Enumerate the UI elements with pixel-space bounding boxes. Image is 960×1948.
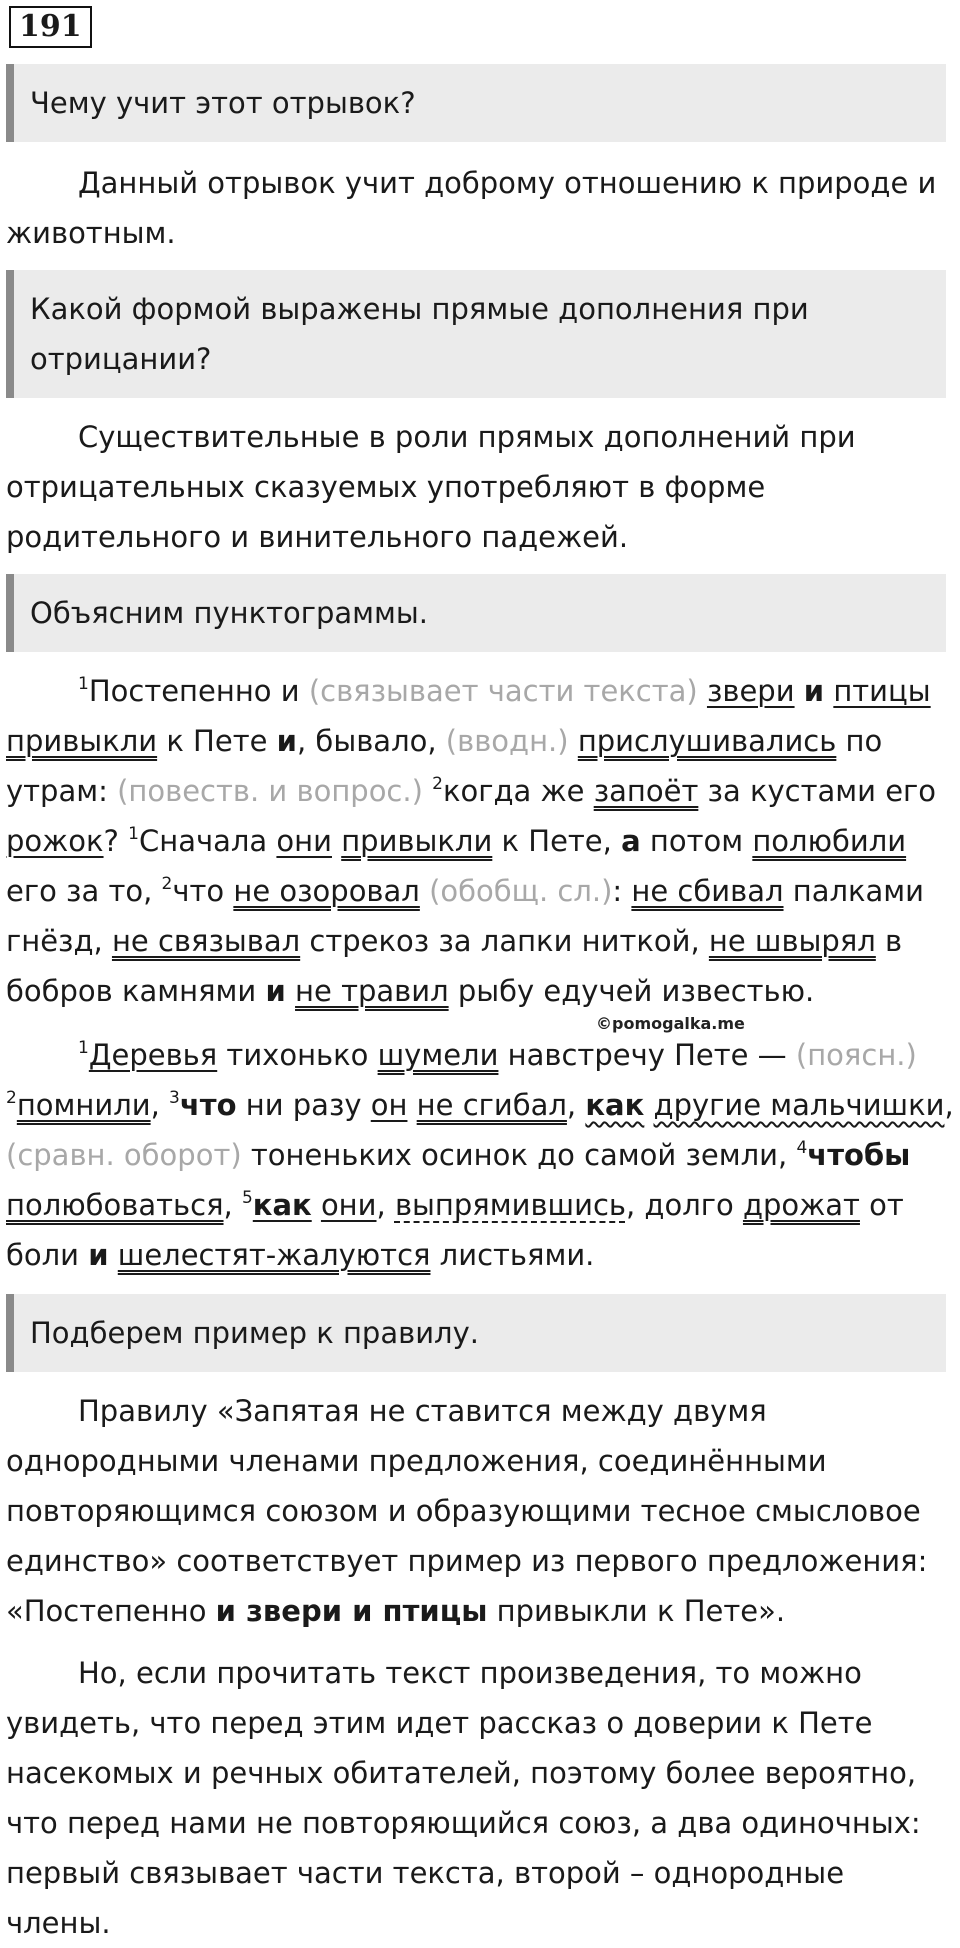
predicate: не сбивал xyxy=(631,874,784,908)
punctuation-paragraph-1 xyxy=(6,666,956,1016)
text-run: Постепенно и xyxy=(88,674,309,708)
comparative-phrase: другие мальчишки xyxy=(653,1088,945,1122)
question-1 xyxy=(6,64,946,142)
text-run: , xyxy=(376,1188,395,1222)
gray-note: (поясн.) xyxy=(795,1038,917,1072)
text-run: к Пете, xyxy=(492,824,622,858)
gray-note: (вводн.) xyxy=(445,724,569,758)
conjunction: и xyxy=(276,724,297,758)
text-run: стрекоз за лапки ниткой, xyxy=(300,924,709,958)
question-2-text: Какой формой выражены прямые дополнения при отрицании? xyxy=(30,292,809,376)
conjunction: и xyxy=(265,974,286,1008)
sentence-index: 2 xyxy=(161,874,173,894)
conjunction: как xyxy=(252,1188,312,1222)
question-3-text: Объясним пунктограммы. xyxy=(30,596,429,630)
predicate: шелестят-жалуются xyxy=(117,1238,431,1272)
text-run: к Пете xyxy=(157,724,277,758)
predicate: дрожат xyxy=(742,1188,860,1222)
subject: он xyxy=(370,1088,408,1122)
text-run: привыкли к Пете». xyxy=(487,1594,786,1628)
text-run: , xyxy=(150,1088,170,1122)
answer-4 xyxy=(6,1648,956,1948)
text-run: когда же xyxy=(442,774,594,808)
predicate: полюбоваться xyxy=(6,1188,224,1222)
text-run: ни разу xyxy=(236,1088,371,1122)
text-run: Правилу «Запятая не ставится между двумя однородными членами предложения, соединёнными повторяющимся союзом и образующими тесное смысловое единство» соответствует пример из первого предложения: «Постепенно xyxy=(6,1394,928,1628)
space xyxy=(286,974,295,1008)
predicate: не травил xyxy=(295,974,449,1008)
conjunction: и xyxy=(88,1238,109,1272)
space xyxy=(824,674,833,708)
text-run: в бобров камнями xyxy=(6,924,903,1008)
text-run: по утрам: xyxy=(6,724,883,808)
text-run: , xyxy=(944,1088,954,1122)
space xyxy=(569,724,578,758)
conjunction: и xyxy=(803,674,825,708)
gray-note: (сравн. оборот) xyxy=(6,1138,242,1172)
subject: звери xyxy=(706,674,795,708)
answer-2 xyxy=(6,412,956,562)
subject: они xyxy=(276,824,332,858)
subject: рожок xyxy=(6,824,104,858)
sentence-index: 1 xyxy=(78,674,89,694)
text-run: листьями. xyxy=(430,1238,595,1272)
text-run: , долго xyxy=(625,1188,743,1222)
sentence-index: 5 xyxy=(241,1188,253,1208)
subject: птицы xyxy=(833,674,931,708)
text-run: палками гнёзд, xyxy=(6,874,925,958)
sentence-index: 1 xyxy=(78,1038,89,1058)
sentence-index: 1 xyxy=(128,824,139,844)
conjunction: а xyxy=(621,824,641,858)
space xyxy=(698,674,707,708)
gray-note: (повеств. и вопрос.) xyxy=(117,774,423,808)
subject: Деревья xyxy=(88,1038,218,1072)
text-run: , бывало, xyxy=(297,724,446,758)
space xyxy=(312,1188,321,1222)
answer-1 xyxy=(6,158,956,258)
space xyxy=(423,774,432,808)
text-run: тихонько xyxy=(217,1038,378,1072)
text-run: рыбу едучей известью. xyxy=(448,974,815,1008)
conjunction: чтобы xyxy=(807,1138,911,1172)
answer-2-text: Существительные в роли прямых дополнений при отрицательных сказуемых употребляют в форме родительного и винительного падежей. xyxy=(6,420,856,554)
space xyxy=(407,1088,416,1122)
conjunction: что xyxy=(179,1088,237,1122)
example-highlight: и звери и птицы xyxy=(215,1594,488,1628)
space xyxy=(644,1088,653,1122)
subject: они xyxy=(320,1188,377,1222)
predicate: прислушивались xyxy=(577,724,837,758)
sentence-index: 2 xyxy=(432,774,443,794)
predicate: шумели xyxy=(377,1038,499,1072)
answer-4-text: Но, если прочитать текст произведения, то можно увидеть, что перед этим идет рассказ о доверии к Пете насекомых и речных обитателей, поэтому более вероятно, что перед нами не повторяющийся союз, а два одиночных: первый связывает части текста, второй – однородные члены. xyxy=(6,1656,921,1940)
answer-1-text: Данный отрывок учит доброму отношению к природе и животным. xyxy=(6,166,937,250)
text-run: что xyxy=(172,874,234,908)
predicate: привыкли xyxy=(341,824,493,858)
space xyxy=(332,824,341,858)
space xyxy=(420,874,429,908)
text-run: : xyxy=(612,874,632,908)
watermark: ©pomogalka.me xyxy=(596,1014,745,1033)
text-run: , xyxy=(223,1188,242,1222)
predicate: привыкли xyxy=(6,724,158,758)
gray-note: (связывает части текста) xyxy=(308,674,698,708)
text-run: от боли xyxy=(6,1188,904,1272)
sentence-index: 4 xyxy=(796,1138,808,1158)
space xyxy=(109,1238,118,1272)
predicate: не швырял xyxy=(708,924,876,958)
gray-note: (обобщ. сл.) xyxy=(429,874,613,908)
predicate: не сгибал xyxy=(416,1088,567,1122)
text-run: ? xyxy=(103,824,129,858)
predicate: помнили xyxy=(16,1088,151,1122)
sentence-index: 3 xyxy=(169,1088,180,1108)
question-2 xyxy=(6,270,946,398)
predicate: запоёт xyxy=(593,774,699,808)
text-run: за кустами его xyxy=(698,774,937,808)
predicate: не связывал xyxy=(111,924,301,958)
text-run: , xyxy=(566,1088,586,1122)
question-3 xyxy=(6,574,946,652)
predicate: не озоровал xyxy=(233,874,420,908)
comparative-conjunction: как xyxy=(585,1088,645,1122)
question-1-text: Чему учит этот отрывок? xyxy=(30,86,416,120)
punctuation-paragraph-2 xyxy=(6,1030,956,1280)
question-4 xyxy=(6,1294,946,1372)
text-run: тоненьких осинок до самой земли, xyxy=(241,1138,797,1172)
question-4-text: Подберем пример к правилу. xyxy=(30,1316,479,1350)
answer-3 xyxy=(6,1386,956,1636)
space xyxy=(795,674,804,708)
exercise-number: 191 xyxy=(9,6,92,48)
predicate: полюбили xyxy=(752,824,907,858)
text-run: Сначала xyxy=(139,824,277,858)
participial-phrase: выпрямившись xyxy=(394,1188,626,1222)
text-run: потом xyxy=(640,824,753,858)
text-run: навстречу Пете — xyxy=(498,1038,796,1072)
text-run: его за то, xyxy=(6,874,162,908)
sentence-index: 2 xyxy=(6,1088,17,1108)
